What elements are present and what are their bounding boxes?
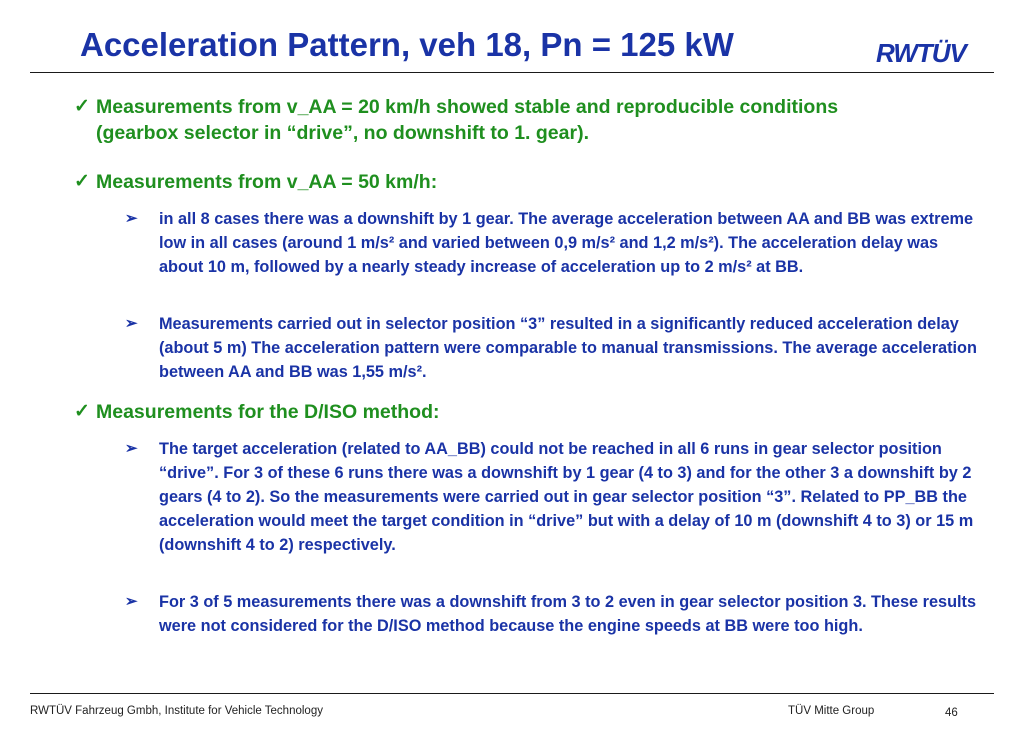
bullet-2-sub-1-text: in all 8 cases there was a downshift by 1 gear. The average acceleration between AA and BB was extreme low in all cases (around 1 m/s² and varied between 0,9 m/s² and 1,2 m/s²). The acceleration delay was about 10 m, followed by a nearly steady increase of acceleration up to 2 m/s² at BB.	[159, 210, 974, 276]
footer-divider	[30, 693, 994, 694]
bullet-2-sub-2	[125, 312, 979, 384]
bullet-3-sub-2-text: For 3 of 5 measurements there was a downshift from 3 to 2 even in gear selector position 3. These results were not considered for the D/ISO method because the engine speeds at BB were too high.	[159, 593, 977, 635]
bullet-1-text: Measurements from v_AA = 20 km/h showed stable and reproducible conditions (gearbox selector in “drive”, no downshift to 1. gear).	[96, 96, 839, 144]
bullet-3-text: Measurements for the D/ISO method:	[96, 401, 440, 423]
bullet-3-sub-1	[125, 437, 979, 557]
bullet-3-sub-2	[125, 590, 979, 638]
bullet-2-sub-2-text: Measurements carried out in selector position “3” resulted in a significantly reduced acceleration delay (about 5 m) The acceleration pattern were comparable to manual transmissions. The average acceleration between AA and BB was 1,55 m/s².	[159, 315, 977, 381]
bullet-2	[74, 169, 916, 195]
checkmark-icon: ✓	[74, 171, 90, 192]
arrow-bullet-icon: ➢	[125, 315, 138, 332]
checkmark-icon: ✓	[74, 401, 90, 422]
header-divider	[30, 72, 994, 73]
rwtuv-logo: RWTÜV	[876, 38, 966, 68]
bullet-1	[74, 94, 916, 146]
bullet-3-sub-1-text: The target acceleration (related to AA_BB) could not be reached in all 6 runs in gear selector position “drive”. For 3 of these 6 runs there was a downshift by 1 gear (4 to 3) and for the other 3 a downshift by 2 gears (4 to 2). So the measurements were carried out in gear selector position “3”. Related to PP_BB the acceleration would meet the target condition in “drive” but with a delay of 10 m (downshift 4 to 3) or 15 m (downshift 4 to 2) respectively.	[159, 440, 974, 554]
footer-group: TÜV Mitte Group	[788, 705, 875, 717]
bullet-3	[74, 399, 916, 425]
arrow-bullet-icon: ➢	[125, 593, 138, 610]
footer-organization: RWTÜV Fahrzeug Gmbh, Institute for Vehicle Technology	[30, 705, 323, 717]
arrow-bullet-icon: ➢	[125, 210, 138, 227]
bullet-2-sub-1	[125, 207, 979, 279]
page-number: 46	[945, 707, 958, 719]
checkmark-icon: ✓	[74, 96, 90, 117]
slide-title: Acceleration Pattern, veh 18, Pn = 125 kW	[80, 26, 734, 63]
bullet-2-text: Measurements from v_AA = 50 km/h:	[96, 171, 438, 193]
arrow-bullet-icon: ➢	[125, 440, 138, 457]
